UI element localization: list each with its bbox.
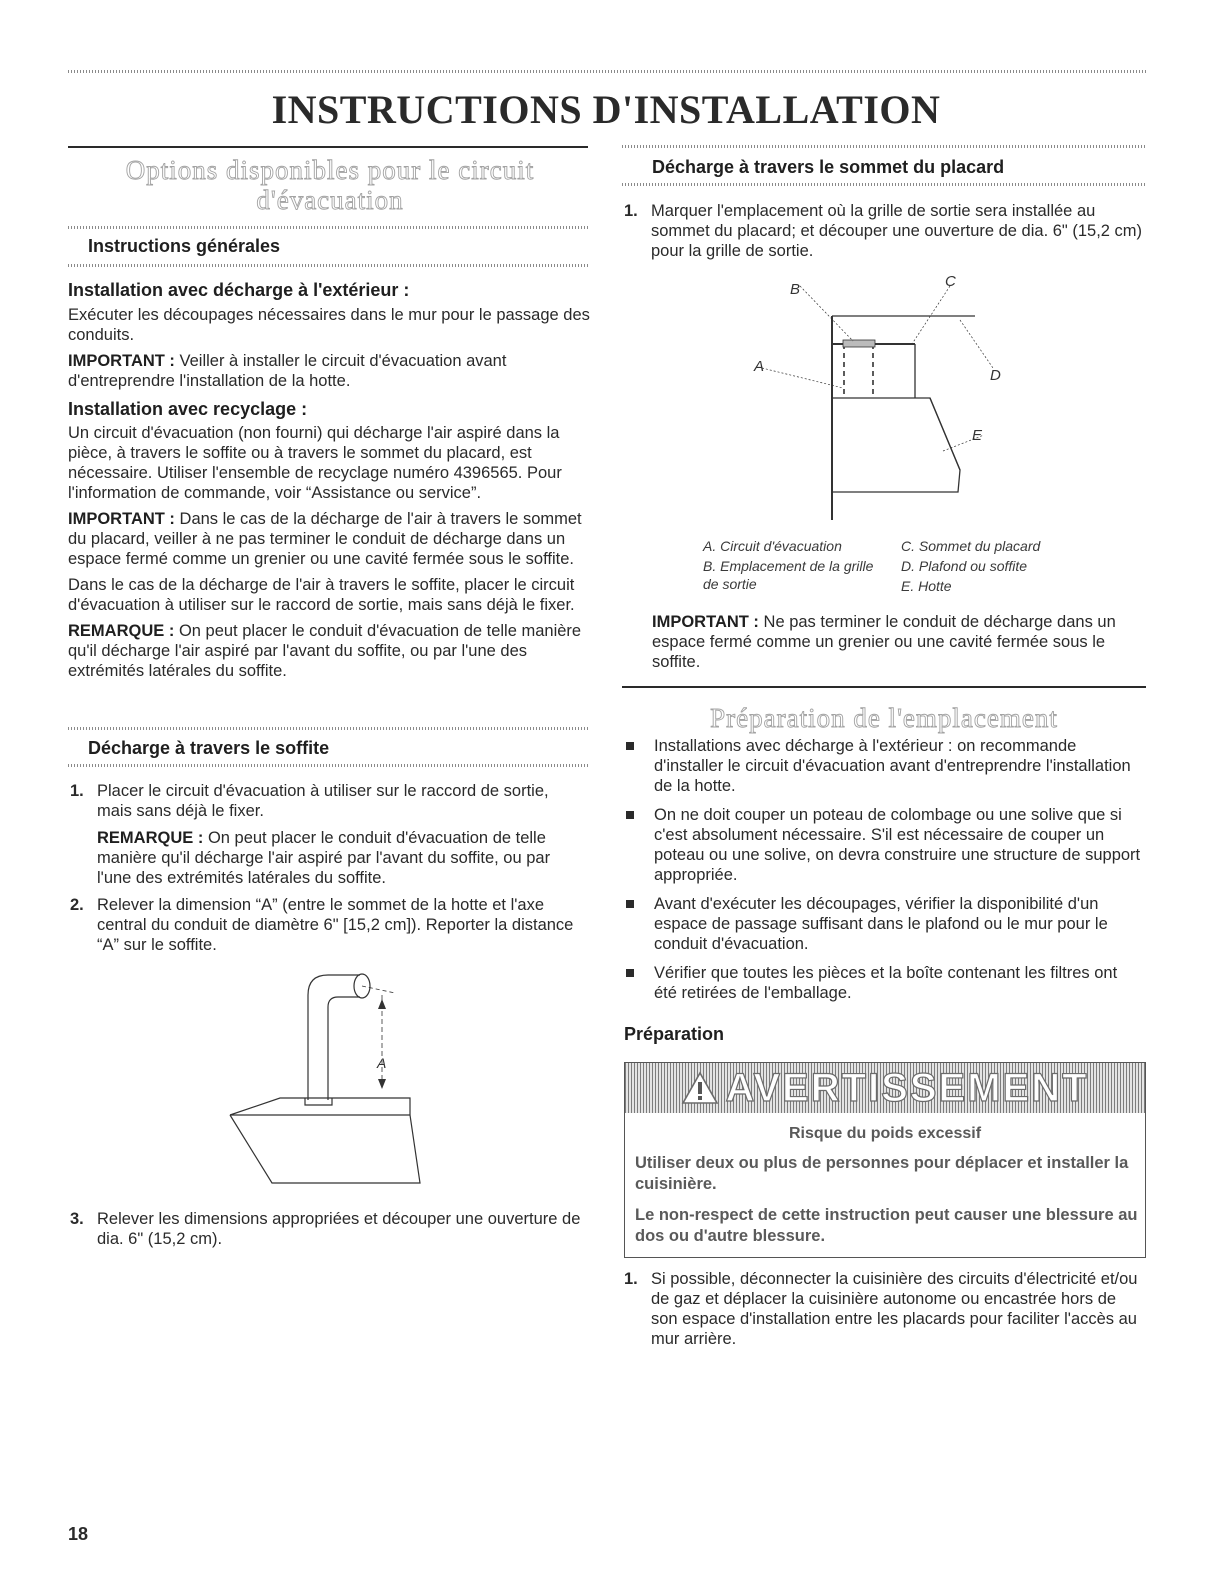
warning-box — [624, 1062, 1146, 1258]
page-number: 18 — [68, 1524, 89, 1544]
step-text: Relever les dimensions appropriées et découper une ouverture de dia. 6" (15,2 cm). — [97, 1210, 581, 1248]
soffit-remark — [97, 828, 588, 888]
warning-subtitle: Risque du poids excessif — [788, 1125, 982, 1142]
recycling-soffit-text: Dans le cas de la décharge de l'air à travers le soffite, placer le circuit d'évacuation à utiliser sur le raccord de sortie, mais sans déjà le fixer. — [68, 576, 575, 614]
warning-line-2: Le non-respect de cette instruction peut causer une blessure au dos ou d'autre blessure. — [635, 1206, 1138, 1245]
soffit-heading: Décharge à travers le soffite — [88, 738, 330, 758]
caption-b: B. Emplacement de la grille de sortie — [703, 558, 874, 592]
warning-title: AVERTISSEMENT — [725, 1065, 1089, 1110]
soffit-rule-bottom — [68, 764, 588, 767]
step-number: 2. — [70, 896, 84, 914]
soffit-steps — [70, 781, 588, 955]
cabinet-important — [652, 612, 1146, 672]
cabinet-rule-bottom — [622, 183, 1146, 186]
important-text: Veiller à installer le circuit d'évacuation avant d'entreprendre l'installation de la hotte. — [68, 352, 507, 390]
warning-triangle-icon — [681, 1071, 719, 1105]
important-label: IMPORTANT : — [68, 352, 175, 370]
step-text: Placer le circuit d'évacuation à utiliser sur le raccord de sortie, mais sans déjà le fixer. — [97, 782, 549, 820]
general-heading: Instructions générales — [88, 236, 281, 256]
general-rule-bottom — [68, 264, 588, 267]
left-body — [68, 280, 590, 681]
location-bullets — [622, 736, 1142, 1012]
remark-label: REMARQUE : — [97, 829, 204, 847]
step-number: 1. — [70, 782, 84, 800]
location-bullet: On ne doit couper un poteau de colombage ou une solive que si c'est absolument nécessaire. S'il est nécessaire de couper un poteau ou une solive, on devra construire une structure de support appropriée. — [622, 805, 1142, 885]
important-label: IMPORTANT : — [68, 510, 175, 528]
important-text: Dans le cas de la décharge de l'air à travers le sommet du placard, veiller à ne pas terminer le conduit de décharge dans un espace fermé comme un grenier ou une cavité fermée sous le soffite. — [68, 510, 582, 568]
remark-text: On peut placer le conduit d'évacuation de telle manière qu'il décharge l'air aspiré par l'avant du soffite, ou par l'une des extrémités latérales du soffite. — [68, 622, 582, 680]
top-dotted-rule — [68, 70, 1146, 73]
caption-e: E. Hotte — [901, 578, 952, 594]
exterior-important — [68, 351, 590, 391]
step-text: Marquer l'emplacement où la grille de sortie sera installée au sommet du placard; et découper une ouverture de dia. 6" (15,2 cm) pour la grille de sortie. — [651, 202, 1143, 260]
soffit-step-3-wrap — [70, 1209, 588, 1249]
remark-text: On peut placer le conduit d'évacuation de telle manière qu'il décharge l'air aspiré par l'avant du soffite, ou par l'une des extrémités latérales du soffite. — [97, 829, 551, 887]
location-section-title: Préparation de l'emplacement — [710, 703, 1058, 733]
step-number: 3. — [70, 1210, 84, 1228]
warning-line-1: Utiliser deux ou plus de personnes pour déplacer et installer la cuisinière. — [635, 1154, 1129, 1193]
step-number: 1. — [624, 202, 638, 220]
recycling-remark — [68, 621, 590, 681]
warning-banner — [625, 1063, 1145, 1113]
diagram-label-c: C — [945, 273, 956, 290]
diagram-label-b: B — [790, 281, 801, 298]
left-section-title: Options disponibles pour le circuit d'évacuation — [125, 155, 535, 215]
soffit-step-1 — [70, 781, 588, 888]
soffit-diagram — [220, 965, 440, 1195]
recycling-heading: Installation avec recyclage : — [68, 399, 308, 419]
important-label: IMPORTANT : — [652, 613, 759, 631]
step-text: Relever la dimension “A” (entre le sommet de la hotte et l'axe central du conduit de diamètre 6" [15,2 cm]). Reporter la distance “A” sur le soffite. — [97, 896, 574, 954]
page-title: INSTRUCTIONS D'INSTALLATION — [271, 87, 941, 132]
preparation-step-1 — [624, 1269, 1144, 1349]
step-text: Si possible, déconnecter la cuisinière des circuits d'électricité et/ou de gaz et déplacer la cuisinière autonome ou encastrée hors de son espace d'installation entre les placards pour faciliter l'accès au mur arrière. — [651, 1270, 1138, 1348]
soffit-step-2 — [70, 895, 588, 955]
cabinet-rule-top — [622, 145, 1146, 148]
diagram-label-d: D — [990, 367, 1001, 384]
cabinet-heading: Décharge à travers le sommet du placard — [652, 157, 1005, 177]
caption-a: A. Circuit d'évacuation — [703, 538, 842, 554]
remark-label: REMARQUE : — [68, 622, 175, 640]
recycling-text: Un circuit d'évacuation (non fourni) qui décharge l'air aspiré dans la pièce, à travers le soffite ou à travers le sommet du placard, est nécessaire. Utiliser l'ensemble de recyclage numéro 4396565. Pour l'information de commande, voir “Assistance ou service”. — [68, 424, 562, 502]
location-section-rule — [622, 686, 1146, 688]
preparation-heading: Préparation — [624, 1024, 725, 1044]
diagram-label-e: E — [972, 427, 983, 444]
important-text: Ne pas terminer le conduit de décharge dans un espace fermé comme un grenier ou une cavité fermée sous le soffite. — [652, 613, 1116, 671]
soffit-rule-top — [68, 727, 588, 730]
recycling-important — [68, 509, 590, 569]
location-bullet: Vérifier que toutes les pièces et la boîte contenant les filtres ont été retirées de l'emballage. — [622, 963, 1142, 1003]
soffit-step-3 — [70, 1209, 588, 1249]
exterior-heading: Installation avec décharge à l'extérieur : — [68, 280, 410, 300]
caption-c: C. Sommet du placard — [901, 538, 1041, 554]
diagram-label-a: A — [754, 358, 765, 375]
location-bullet: Installations avec décharge à l'extérieur : on recommande d'installer le circuit d'évacuation avant d'entreprendre l'installation de la hotte. — [622, 736, 1142, 796]
cabinet-step-1 — [624, 201, 1144, 261]
general-rule-top — [68, 226, 588, 229]
exterior-text: Exécuter les découpages nécessaires dans le mur pour le passage des conduits. — [68, 306, 590, 344]
preparation-steps — [624, 1269, 1144, 1349]
cabinet-diagram — [740, 270, 1030, 525]
step-number: 1. — [624, 1270, 638, 1288]
caption-d: D. Plafond ou soffite — [901, 558, 1028, 574]
left-section-rule — [68, 146, 588, 148]
cabinet-steps — [624, 201, 1144, 261]
location-bullet: Avant d'exécuter les découpages, vérifier la disponibilité d'un espace de passage suffisant dans le plafond ou le mur pour le conduit d'évacuation. — [622, 894, 1142, 954]
diagram-label-a: A — [377, 1055, 387, 1071]
